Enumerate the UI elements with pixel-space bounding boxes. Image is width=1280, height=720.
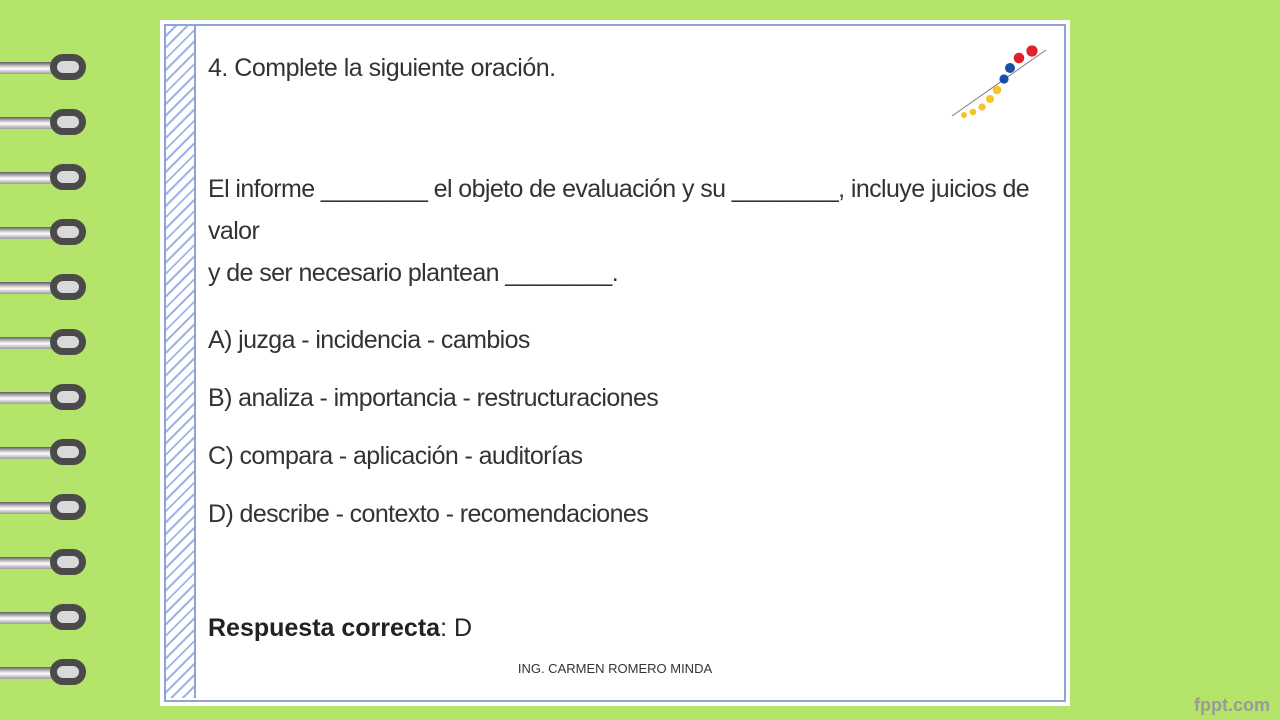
sentence-line-1: El informe ________ el objeto de evaluación y su ________, incluye juicios de valor (208, 175, 1030, 245)
spiral-binding (0, 0, 100, 720)
bead (1014, 53, 1025, 64)
bead (961, 112, 967, 118)
question-title: 4. Complete la siguiente oración. (208, 54, 556, 82)
bead (1026, 45, 1037, 56)
bead (999, 74, 1008, 83)
sentence-line-2: y de ser necesario plantean ________. (208, 259, 619, 287)
spiral-ring-icon (0, 326, 95, 360)
page-border (164, 24, 1066, 702)
spiral-ring-icon (0, 381, 95, 415)
answer-separator: : (440, 614, 454, 642)
spiral-ring-icon (0, 601, 95, 635)
bead (1005, 63, 1015, 73)
bead-decoration-icon (950, 42, 1050, 122)
bead (970, 109, 977, 116)
spiral-ring-icon (0, 271, 95, 305)
answer-label: Respuesta correcta (208, 614, 441, 642)
question-sentence (208, 168, 1038, 294)
option-b: B) analiza - importancia - restructuraciones (208, 384, 659, 412)
option-c: C) compara - aplicación - auditorías (208, 442, 583, 470)
spiral-ring-icon (0, 546, 95, 580)
spiral-ring-icon (0, 51, 95, 85)
spiral-ring-icon (0, 106, 95, 140)
spiral-ring-icon (0, 436, 95, 470)
brand-watermark: fppt.com (1194, 695, 1270, 715)
bead (993, 86, 1002, 95)
spiral-ring-icon (0, 216, 95, 250)
spiral-ring-icon (0, 491, 95, 525)
bead (978, 103, 985, 110)
notebook-page (160, 20, 1070, 706)
option-d: D) describe - contexto - recomendaciones (208, 500, 649, 528)
spiral-ring-icon (0, 656, 95, 690)
option-a: A) juzga - incidencia - cambios (208, 326, 530, 354)
answer-value: D (453, 614, 473, 642)
spiral-ring-icon (0, 161, 95, 195)
striped-margin (166, 26, 196, 698)
bead-string (952, 50, 1046, 116)
author-footer: ING. CARMEN ROMERO MINDA (517, 661, 713, 676)
bead (986, 95, 994, 103)
correct-answer (208, 614, 472, 643)
